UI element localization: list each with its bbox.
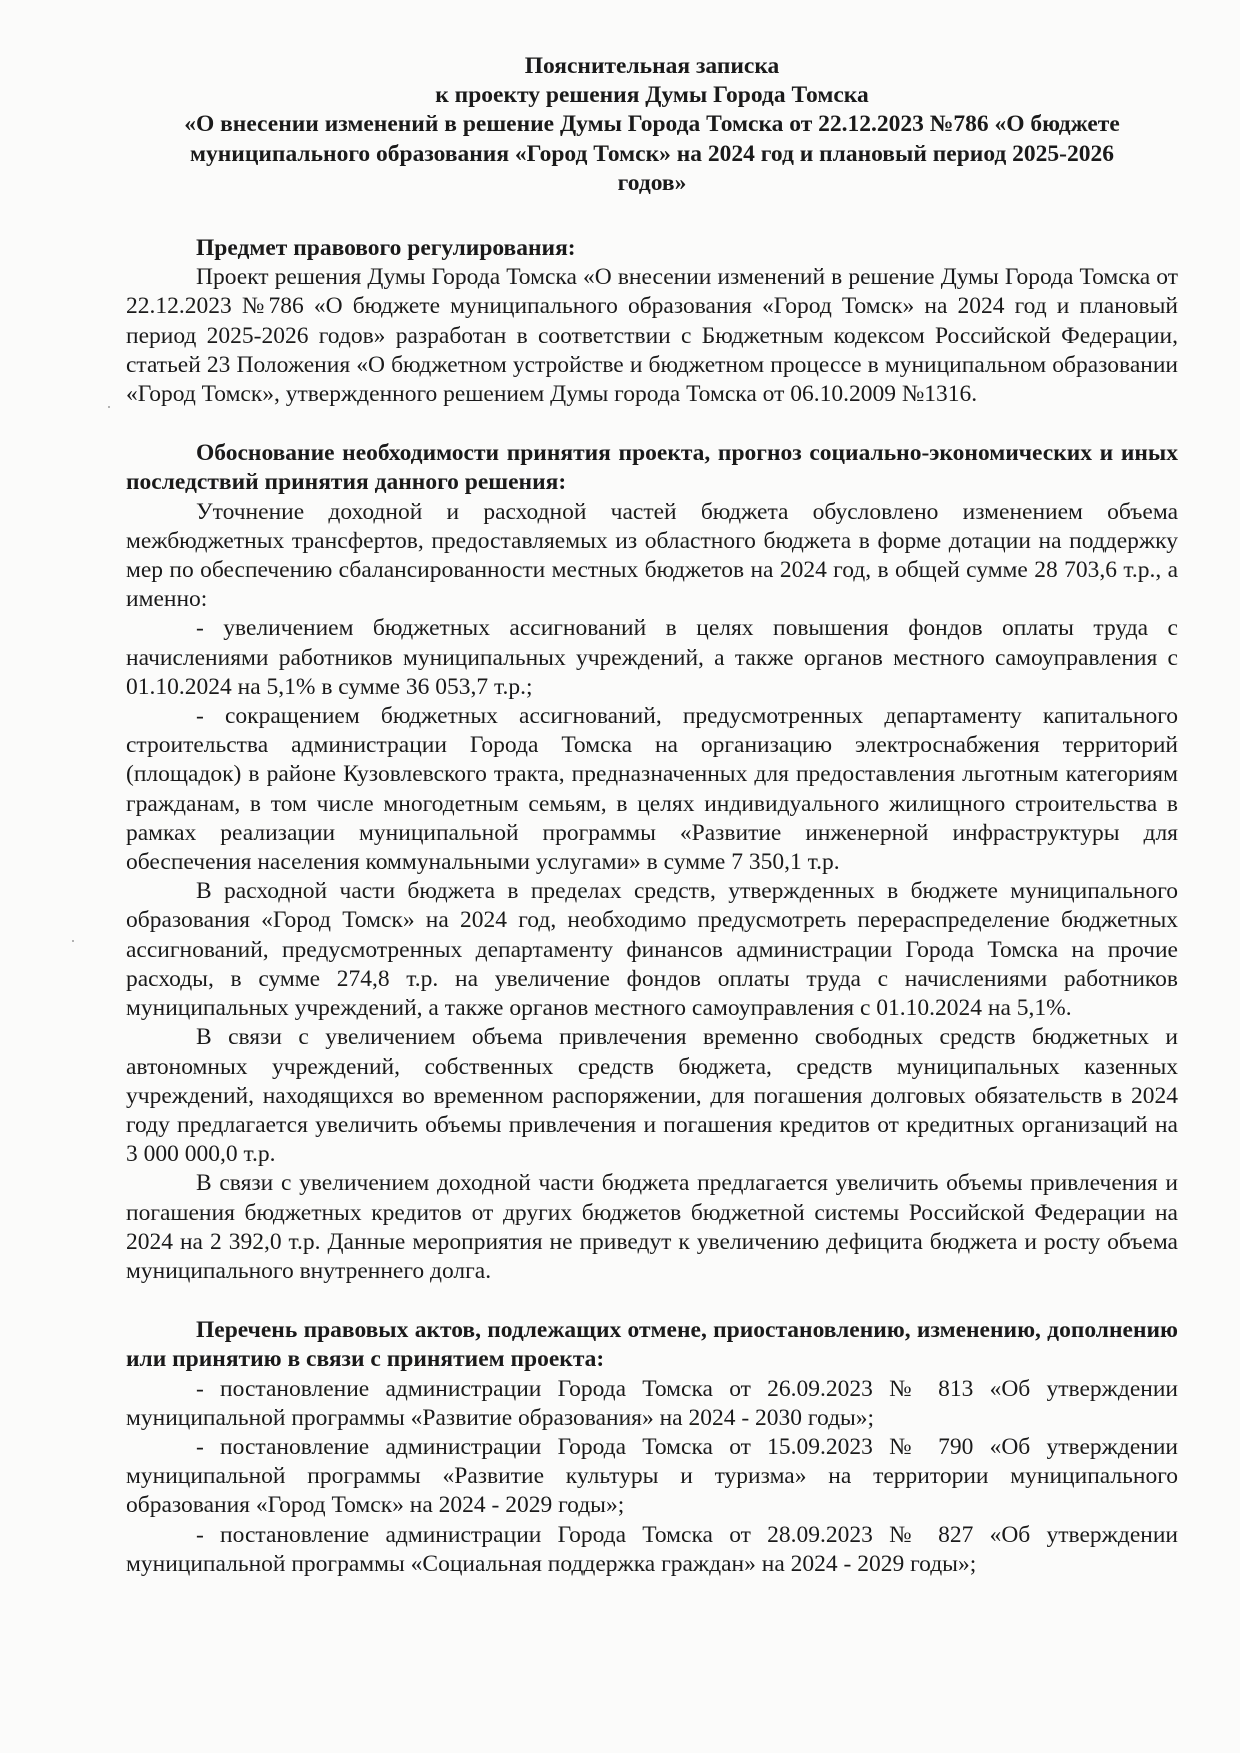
list-item: - сокращением бюджетных ассигнований, предусмотренных департаменту капитального строительства администрации Города Томска на организацию электроснабжения территорий (площадок) в районе Кузовлевского тракта, предназначенных для предоставления льготным категориям гражданам, в том числе многодетным семьям, в целях индивидуального жилищного строительства в рамках реализации муниципальной программы «Развитие инженерной инфраструктуры для обеспечения населения коммунальными услугами» в сумме 7 350,1 т.р. bbox=[126, 703, 1178, 876]
paragraph: В связи с увеличением объема привлечения временно свободных средств бюджетных и автономных учреждений, собственных средств бюджета, средств муниципальных казенных учреждений, находящихся во временном распоряжении, для погашения долговых обязательств в 2024 году предлагается увеличить объемы привлечения и погашения кредитов от кредитных организаций на 3 000 000,0 т.р. bbox=[126, 1024, 1178, 1168]
list-item: - постановление администрации Города Томска от 15.09.2023 № 790 «Об утверждении муниципальной программы «Развитие культуры и туризма» на территории муниципального образования «Город Томск» на 2024 - 2029 годы»; bbox=[126, 1433, 1178, 1519]
list-item: - постановление администрации Города Томска от 26.09.2023 № 813 «Об утверждении муниципальной программы «Развитие образования» на 2024 - 2030 годы»; bbox=[126, 1375, 1178, 1431]
section-heading: Обоснование необходимости принятия проекта, прогноз социально-экономических и иных последствий принятия данного решения: bbox=[126, 440, 1178, 496]
section-justification bbox=[126, 439, 1178, 1286]
section-heading: Перечень правовых актов, подлежащих отмене, приостановлению, изменению, дополнению или принятию в связи с принятием проекта: bbox=[126, 1317, 1178, 1373]
scan-speck bbox=[108, 406, 110, 408]
section-heading: Предмет правового регулирования: bbox=[196, 235, 576, 262]
title-line: годов» bbox=[617, 169, 687, 196]
document-title bbox=[126, 52, 1178, 198]
title-line: Пояснительная записка bbox=[524, 53, 780, 79]
paragraph: Проект решения Думы Города Томска «О внесении изменений в решение Думы Города Томска от 22.12.2023 №786 «О бюджете муниципального образования «Город Томск» на 2024 год и плановый период 2025-2026 годов» разработан в соответствии с Бюджетным кодексом Российской Федерации, статьей 23 Положения «О бюджетном устройстве и бюджетном процессе в муниципальном образовании «Город Томск», утвержденного решением Думы города Томска от 06.10.2009 №1316. bbox=[126, 264, 1178, 408]
section-acts bbox=[126, 1316, 1178, 1579]
title-line: муниципального образования «Город Томск» на 2024 год и плановый период 2025-2026 bbox=[190, 140, 1114, 167]
list-item: - увеличением бюджетных ассигнований в целях повышения фондов оплаты труда с начислениями работников муниципальных учреждений, а также органов местного самоуправления с 01.10.2024 на 5,1% в сумме 36 053,7 т.р.; bbox=[126, 615, 1178, 700]
list-item: - постановление администрации Города Томска от 28.09.2023 № 827 «Об утверждении муниципальной программы «Социальная поддержка граждан» на 2024 - 2029 годы»; bbox=[126, 1521, 1178, 1577]
scan-speck bbox=[72, 940, 74, 942]
paragraph: В расходной части бюджета в пределах средств, утвержденных в бюджете муниципального образования «Город Томск» на 2024 год, необходимо предусмотреть перераспределение бюджетных ассигнований, предусмотренных департаменту финансов администрации Города Томска на прочие расходы, в сумме 274,8 т.р. на увеличение фондов оплаты труда с начислениями работников муниципальных учреждений, а также органов местного самоуправления с 01.10.2024 на 5,1%. bbox=[126, 878, 1178, 1022]
paragraph: Уточнение доходной и расходной частей бюджета обусловлено изменением объема межбюджетных трансфертов, предоставляемых из областного бюджета в форме дотации на поддержку мер по обеспечению сбалансированности местных бюджетов на 2024 год, в общей сумме 28 703,6 т.р., а именно: bbox=[126, 498, 1178, 613]
section-subject bbox=[126, 234, 1178, 409]
paragraph: В связи с увеличением доходной части бюджета предлагается увеличить объемы привлечения и погашения бюджетных кредитов от других бюджетов бюджетной системы Российской Федерации на 2024 на 2 392,0 т.р. Данные мероприятия не приведут к увеличению дефицита бюджета и росту объема муниципального внутреннего долга. bbox=[126, 1170, 1178, 1284]
title-line: к проекту решения Думы Города Томска bbox=[435, 82, 869, 109]
title-line: «О внесении изменений в решение Думы Города Томска от 22.12.2023 №786 «О бюджете bbox=[184, 111, 1120, 138]
document-body bbox=[126, 52, 1178, 1579]
